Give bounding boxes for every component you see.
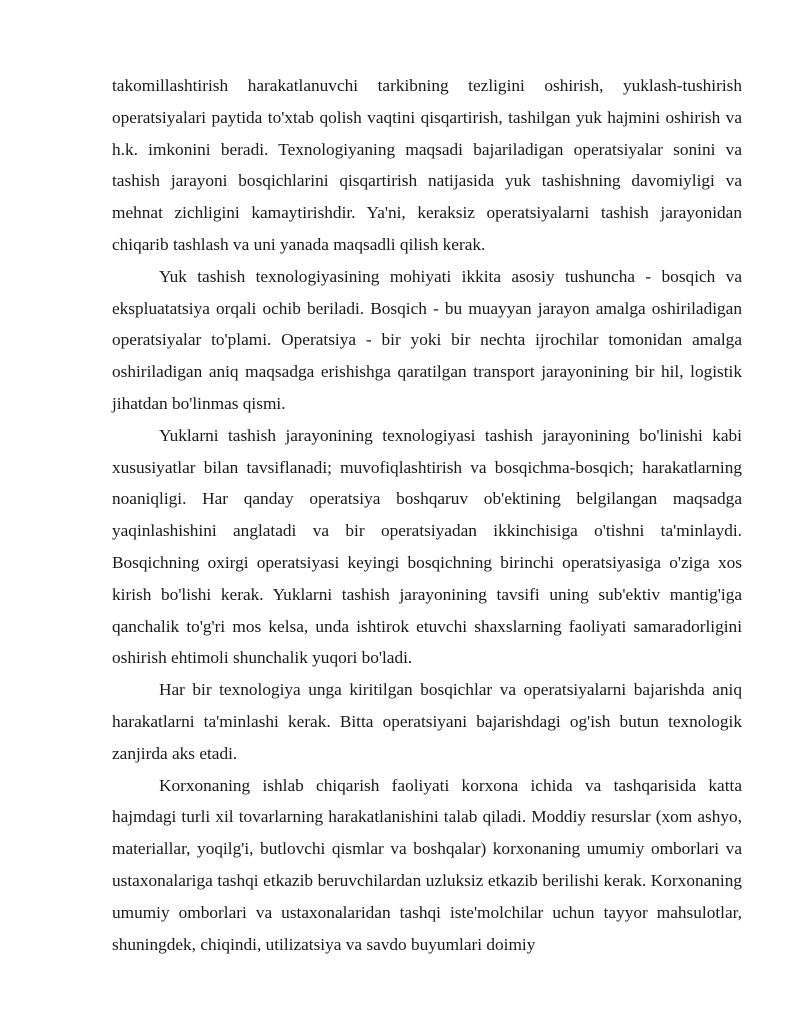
paragraph-technology-actions: Har bir texnologiya unga kiritilgan bosqichlar va operatsiyalarni bajarishda aniq harakatlarni ta'minlashi kerak. Bitta operatsiyani bajarishdagi og'ish butun texnologik zanjirda aks etadi. <box>112 680 742 763</box>
paragraph-continuation: takomillashtirish harakatlanuvchi tarkibning tezligini oshirish, yuklash-tushirish operatsiyalari paytida to'xtab qolish vaqtini qisqartirish, tashilgan yuk hajmini oshirish va h.k. imkonini beradi. Texnologiyaning maqsadi bajariladigan operatsiyalar sonini va tashish jarayoni bosqichlarini qisqartirish natijasida yuk tashishning davomiyligi va mehnat zichligini kamaytirishdir. Ya'ni, keraksiz operatsiyalarni tashish jarayonidan chiqarib tashlash va uni yanada maqsadli qilish kerak. <box>112 76 742 254</box>
document-page <box>112 70 742 960</box>
paragraph-transport-technology-essence: Yuk tashish texnologiyasining mohiyati ikkita asosiy tushuncha - bosqich va ekspluatatsiya orqali ochib beriladi. Bosqich - bu muayyan jarayon amalga oshiriladigan operatsiyalar to'plami. Operatsiya - bir yoki bir nechta ijrochilar tomonidan amalga oshiriladigan aniq maqsadga erishishga qaratilgan transport jarayonining bir hil, logistik jihatdan bo'linmas qismi. <box>112 266 742 413</box>
paragraph-process-characteristics: Yuklarni tashish jarayonining texnologiyasi tashish jarayonining bo'linishi kabi xususiyatlar bilan tavsiflanadi; muvofiqlashtirish va bosqichma-bosqich; harakatlarning noaniqligi. Har qanday operatsiya boshqaruv ob'ektining belgilangan maqsadga yaqinlashishini anglatadi va bir operatsiyadan ikkinchisiga o'tishni ta'minlaydi. Bosqichning oxirgi operatsiyasi keyingi bosqichning birinchi operatsiyasiga o'ziga xos kirish bo'lishi kerak. Yuklarni tashish jarayonining tavsifi uning sub'ektiv mantig'iga qanchalik to'g'ri mos kelsa, unda ishtirok etuvchi shaxslarning faoliyati samaradorligini oshirish ehtimoli shunchalik yuqori bo'ladi. <box>112 425 742 668</box>
paragraph-enterprise-activity: Korxonaning ishlab chiqarish faoliyati korxona ichida va tashqarisida katta hajmdagi turli xil tovarlarning harakatlanishini talab qiladi. Moddiy resurslar (xom ashyo, materiallar, yoqilg'i, butlovchi qismlar va boshqalar) korxonaning umumiy omborlari va ustaxonalariga tashqi etkazib beruvchilardan uzluksiz etkazib berilishi kerak. Korxonaning umumiy omborlari va ustaxonalaridan tashqi iste'molchilar uchun tayyor mahsulotlar, shuningdek, chiqindi, utilizatsiya va savdo buyumlari doimiy <box>112 775 742 954</box>
